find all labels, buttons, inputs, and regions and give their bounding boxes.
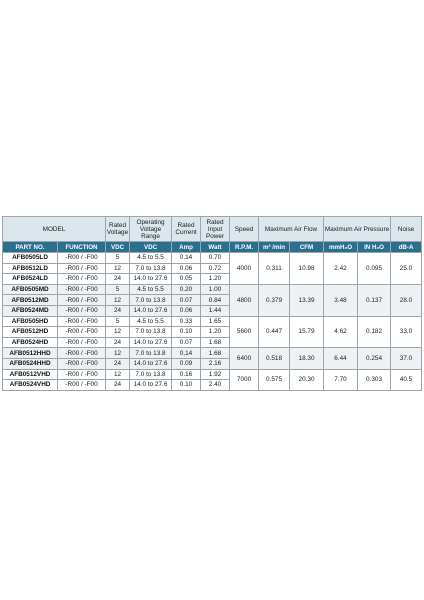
rated-voltage: 12	[106, 369, 130, 380]
pressure-mmh2o: 2.42	[324, 253, 358, 285]
rated-current: 0.33	[172, 316, 201, 327]
part-number: AFB0524HHD	[3, 358, 58, 369]
unit-part-no: PART NO.	[3, 242, 58, 253]
airflow-m3: 0.575	[259, 369, 290, 390]
voltage-range: 4.5 to 5.5	[130, 253, 172, 264]
unit-rated-voltage: VDC	[106, 242, 130, 253]
airflow-m3: 0.379	[259, 284, 290, 316]
rated-voltage: 24	[106, 274, 130, 285]
function-code: -R00 / -F00	[58, 348, 106, 359]
part-number: AFB0512MD	[3, 295, 58, 306]
airflow-cfm: 10.98	[290, 253, 324, 285]
pressure-inh2o: 0.095	[358, 253, 391, 285]
pressure-mmh2o: 3.48	[324, 284, 358, 316]
header-max-air-pressure: Maximum Air Pressure	[324, 217, 391, 242]
voltage-range: 4.5 to 5.5	[130, 316, 172, 327]
voltage-range: 14.0 to 27.6	[130, 380, 172, 391]
rated-current: 0.06	[172, 263, 201, 274]
table-row	[3, 348, 422, 359]
input-power: 1.44	[201, 305, 230, 316]
input-power: 1.68	[201, 337, 230, 348]
rated-voltage: 12	[106, 327, 130, 338]
header-noise: Noise	[391, 217, 422, 242]
airflow-m3: 0.447	[259, 316, 290, 348]
speed-rpm: 6400	[230, 348, 259, 369]
voltage-range: 7.0 to 13.8	[130, 295, 172, 306]
function-code: -R00 / -F00	[58, 337, 106, 348]
part-number: AFB0512HD	[3, 327, 58, 338]
header-rated-voltage: Rated Voltage	[106, 217, 130, 242]
rated-current: 0.07	[172, 295, 201, 306]
function-code: -R00 / -F00	[58, 305, 106, 316]
speed-rpm: 7000	[230, 369, 259, 390]
rated-voltage: 5	[106, 284, 130, 295]
header-row-units	[3, 242, 422, 253]
airflow-cfm: 18.30	[290, 348, 324, 369]
unit-pressure-inh2o: IN H₂O	[358, 242, 391, 253]
header-operating-voltage: Operating Voltage Range	[130, 217, 172, 242]
part-number: AFB0505LD	[3, 253, 58, 264]
input-power: 1.92	[201, 369, 230, 380]
part-number: AFB0505HD	[3, 316, 58, 327]
table-row	[3, 316, 422, 327]
header-rated-current: Rated Current	[172, 217, 201, 242]
part-number: AFB0524LD	[3, 274, 58, 285]
rated-current: 0.05	[172, 274, 201, 285]
rated-current: 0.14	[172, 348, 201, 359]
rated-voltage: 5	[106, 253, 130, 264]
input-power: 1.65	[201, 316, 230, 327]
header-rated-input-power: Rated Input Power	[201, 217, 230, 242]
header-row-titles	[3, 217, 422, 242]
header-speed: Speed	[230, 217, 259, 242]
pressure-mmh2o: 4.62	[324, 316, 358, 348]
voltage-range: 14.0 to 27.6	[130, 337, 172, 348]
table-row	[3, 253, 422, 264]
input-power: 2.16	[201, 358, 230, 369]
rated-current: 0.07	[172, 337, 201, 348]
unit-current: Amp	[172, 242, 201, 253]
fan-spec-table	[2, 216, 422, 391]
voltage-range: 14.0 to 27.6	[130, 305, 172, 316]
part-number: AFB0512HHD	[3, 348, 58, 359]
part-number: AFB0512VHD	[3, 369, 58, 380]
airflow-cfm: 15.79	[290, 316, 324, 348]
table-row	[3, 284, 422, 295]
part-number: AFB0524MD	[3, 305, 58, 316]
rated-current: 0.16	[172, 369, 201, 380]
unit-pressure-mmh2o: mmH₂O	[324, 242, 358, 253]
rated-voltage: 12	[106, 348, 130, 359]
rated-current: 0.20	[172, 284, 201, 295]
function-code: -R00 / -F00	[58, 380, 106, 391]
function-code: -R00 / -F00	[58, 358, 106, 369]
input-power: 1.00	[201, 284, 230, 295]
function-code: -R00 / -F00	[58, 327, 106, 338]
part-number: AFB0524VHD	[3, 380, 58, 391]
input-power: 0.84	[201, 295, 230, 306]
voltage-range: 7.0 to 13.8	[130, 369, 172, 380]
airflow-cfm: 20.30	[290, 369, 324, 390]
rated-voltage: 12	[106, 295, 130, 306]
airflow-cfm: 13.39	[290, 284, 324, 316]
rated-current: 0.10	[172, 380, 201, 391]
noise-dba: 37.0	[391, 348, 422, 369]
voltage-range: 7.0 to 13.8	[130, 327, 172, 338]
unit-function: FUNCTION	[58, 242, 106, 253]
rated-voltage: 24	[106, 358, 130, 369]
input-power: 1.68	[201, 348, 230, 359]
table-row	[3, 369, 422, 380]
input-power: 0.72	[201, 263, 230, 274]
unit-operating-voltage: VDC	[130, 242, 172, 253]
rated-current: 0.09	[172, 358, 201, 369]
rated-voltage: 24	[106, 380, 130, 391]
pressure-inh2o: 0.182	[358, 316, 391, 348]
unit-flow-cfm: CFM	[290, 242, 324, 253]
function-code: -R00 / -F00	[58, 284, 106, 295]
input-power: 2.40	[201, 380, 230, 391]
part-number: AFB0524HD	[3, 337, 58, 348]
speed-rpm: 4000	[230, 253, 259, 285]
pressure-inh2o: 0.254	[358, 348, 391, 369]
speed-rpm: 4800	[230, 284, 259, 316]
input-power: 1.20	[201, 327, 230, 338]
part-number: AFB0505MD	[3, 284, 58, 295]
header-max-air-flow: Maximum Air Flow	[259, 217, 324, 242]
rated-voltage: 5	[106, 316, 130, 327]
noise-dba: 25.0	[391, 253, 422, 285]
pressure-inh2o: 0.303	[358, 369, 391, 390]
rated-voltage: 24	[106, 337, 130, 348]
noise-dba: 33.0	[391, 316, 422, 348]
unit-flow-m3: m³ /min	[259, 242, 290, 253]
voltage-range: 7.0 to 13.8	[130, 263, 172, 274]
rated-current: 0.10	[172, 327, 201, 338]
airflow-m3: 0.311	[259, 253, 290, 285]
voltage-range: 14.0 to 27.6	[130, 358, 172, 369]
airflow-m3: 0.518	[259, 348, 290, 369]
part-number: AFB0512LD	[3, 263, 58, 274]
unit-speed: R.P.M.	[230, 242, 259, 253]
input-power: 0.70	[201, 253, 230, 264]
function-code: -R00 / -F00	[58, 295, 106, 306]
header-model: MODEL	[3, 217, 106, 242]
rated-current: 0.06	[172, 305, 201, 316]
input-power: 1.20	[201, 274, 230, 285]
unit-power: Watt	[201, 242, 230, 253]
speed-rpm: 5600	[230, 316, 259, 348]
pressure-mmh2o: 7.70	[324, 369, 358, 390]
voltage-range: 7.0 to 13.8	[130, 348, 172, 359]
pressure-inh2o: 0.137	[358, 284, 391, 316]
function-code: -R00 / -F00	[58, 369, 106, 380]
noise-dba: 28.0	[391, 284, 422, 316]
function-code: -R00 / -F00	[58, 274, 106, 285]
rated-current: 0.14	[172, 253, 201, 264]
voltage-range: 14.0 to 27.6	[130, 274, 172, 285]
function-code: -R00 / -F00	[58, 253, 106, 264]
noise-dba: 40.5	[391, 369, 422, 390]
rated-voltage: 12	[106, 263, 130, 274]
rated-voltage: 24	[106, 305, 130, 316]
voltage-range: 4.5 to 5.5	[130, 284, 172, 295]
function-code: -R00 / -F00	[58, 316, 106, 327]
pressure-mmh2o: 6.44	[324, 348, 358, 369]
function-code: -R00 / -F00	[58, 263, 106, 274]
unit-noise: dB-A	[391, 242, 422, 253]
